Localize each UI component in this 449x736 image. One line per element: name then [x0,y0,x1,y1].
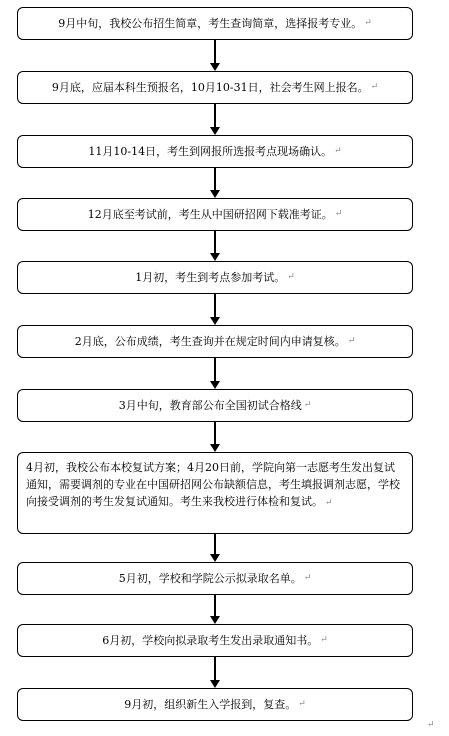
flow-step-7-text: 3月中旬，教育部公布全国初试合格线 [118,399,302,412]
flow-step-10-text: 6月初，学校向拟录取考生发出录取通知书。 [102,634,319,647]
flow-step-1-text: 9月中旬，我校公布招生简章，考生查询简章，选择报考专业。 [58,17,363,30]
flow-step-3-text: 11月10-14日，考生到网报所选报考点现场确认。 [88,145,333,158]
flow-step-7 [17,389,413,422]
paragraph-mark: ↵ [370,82,379,92]
flow-step-3 [17,135,413,168]
flow-step-10 [17,624,413,657]
paragraph-mark: ↵ [320,635,328,645]
paragraph-mark: ↵ [347,336,356,346]
flow-step-2 [17,71,413,104]
flow-step-4-text: 12月底至考试前，考生从中国研招网下载准考证。 [87,208,333,221]
flow-step-5-text: 1月初，考生到考点参加考试。 [135,271,286,284]
paragraph-mark: ↵ [303,573,312,583]
flow-step-2-text: 9月底，应届本科生预报名，10月10-31日，社会考生网上报名。 [51,81,369,94]
paragraph-mark: ↵ [287,272,295,282]
flow-step-1 [17,7,413,40]
flow-step-5 [17,261,413,294]
flow-step-6 [17,325,413,358]
flow-step-9 [17,562,413,595]
paragraph-mark: ↵ [427,720,435,730]
flow-step-8 [17,452,413,534]
flow-step-11 [17,688,413,721]
flow-step-8-body: 4月初，我校公布本校复试方案；4月20日前，学院向第一志愿考生发出复试通知，需要调剂的专业在中国研招网公布缺额信息，考生填报调剂志愿，学校向接受调剂的考生发复试通知。考生来我校进行体检和复试。 [26,461,400,508]
paragraph-mark: ↵ [303,400,312,410]
paragraph-mark: ↵ [334,146,342,156]
paragraph-mark: ↵ [298,699,306,709]
flow-step-8-text [26,459,404,512]
flow-step-9-text: 5月初，学校和学院公示拟录取名单。 [118,572,302,585]
paragraph-mark: ↵ [325,498,333,508]
flow-step-11-text: 9月初，组织新生入学报到，复查。 [124,698,297,711]
paragraph-mark: ↵ [334,209,343,219]
paragraph-mark: ↵ [364,18,372,28]
flow-step-4 [17,198,413,231]
flow-step-6-text: 2月底，公布成绩，考生查询并在规定时间内申请复核。 [74,335,346,348]
